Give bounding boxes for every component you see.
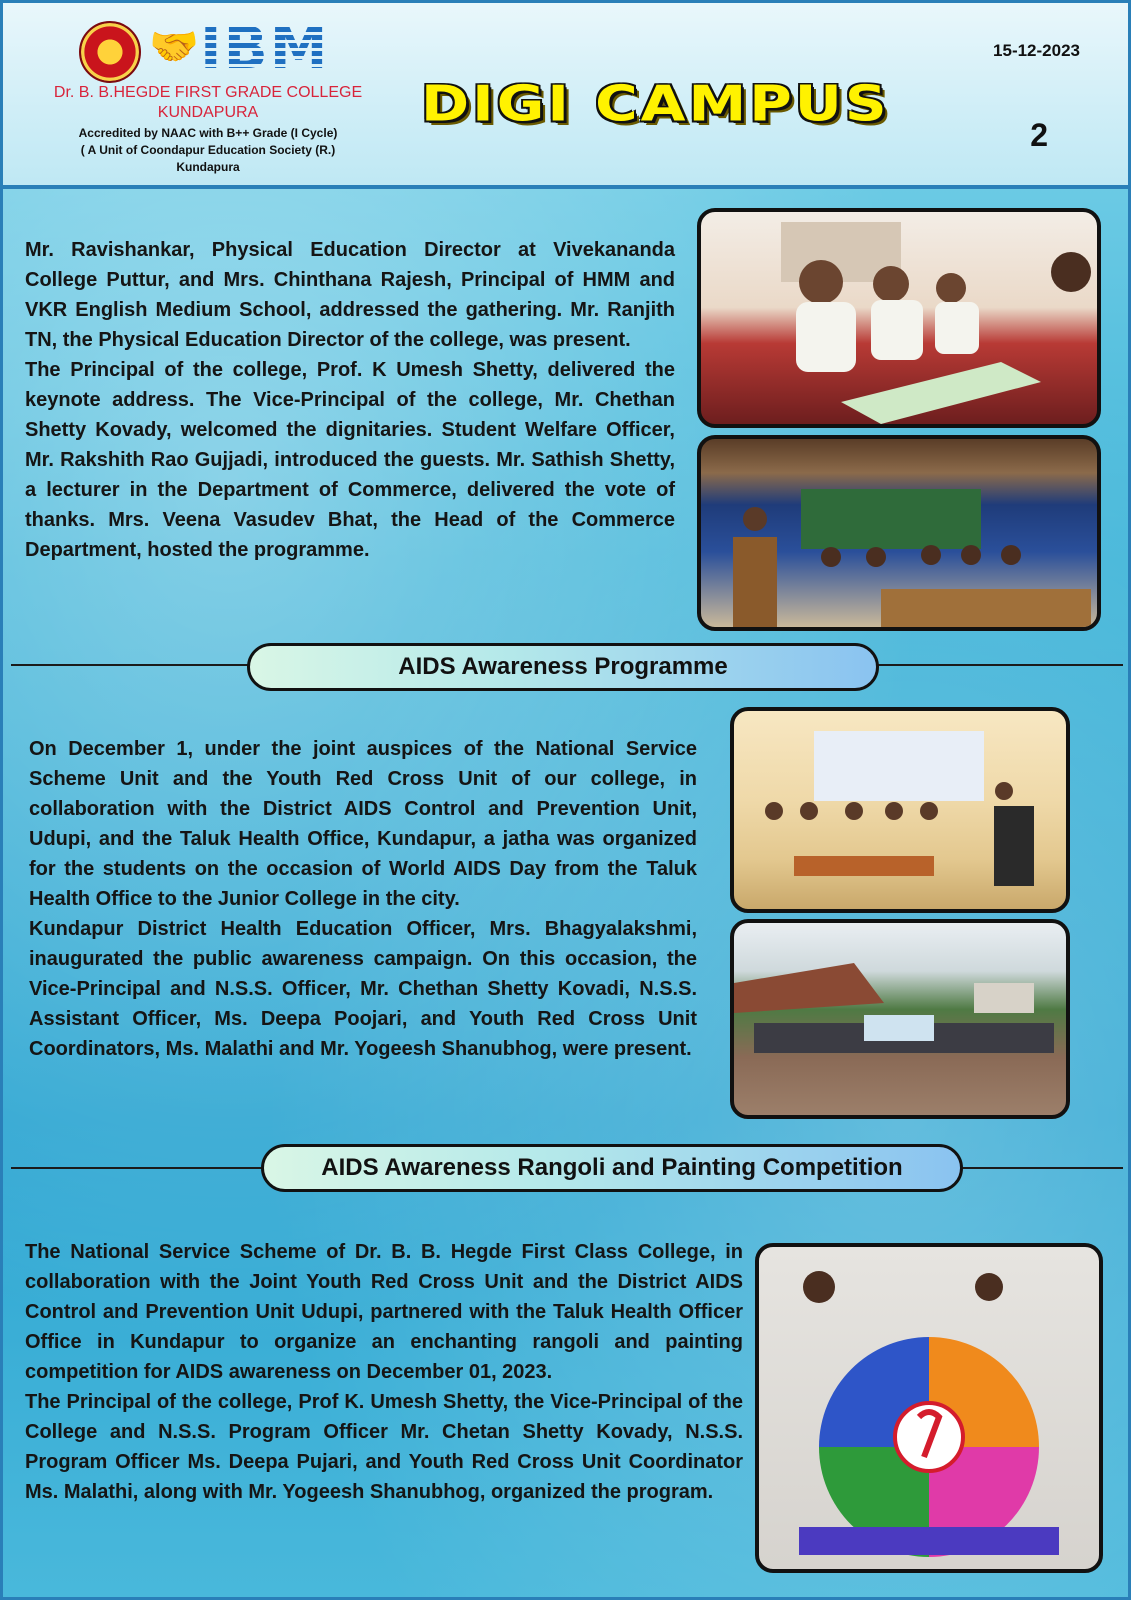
rangoli-graphic [759, 1247, 1099, 1569]
unit-line: ( A Unit of Coondapur Education Society (R.) [80, 143, 336, 157]
chess-scene-graphic [701, 212, 1097, 424]
awareness-stage-photo [730, 707, 1070, 913]
awareness-stage-graphic [734, 711, 1066, 909]
section1-text [25, 235, 675, 565]
college-city: KUNDAPURA [157, 104, 259, 121]
issue-date: 15-12-2023 [993, 41, 1080, 60]
unit-city: Kundapura [176, 160, 240, 174]
college-name-block [33, 83, 383, 123]
section2-text [29, 734, 697, 1064]
dignitaries-stage-photo [697, 435, 1101, 631]
college-name: Dr. B. B.HEGDE FIRST GRADE COLLEGE [53, 84, 363, 101]
section3-title: AIDS Awareness Rangoli and Painting Competition [261, 1144, 963, 1192]
section1-paragraph-1: Mr. Ravishankar, Physical Education Director at Vivekananda College Puttur, and Mrs. Chinthana Rajesh, Principal of HMM and VKR English Medium School, addressed the gathering. Mr. Ranjith TN, the Physical Education Director of the college, was present. [25, 239, 675, 351]
jatha-rally-photo [730, 919, 1070, 1119]
page-number: 2 [1030, 117, 1048, 153]
accreditation-block [33, 125, 383, 176]
section2-paragraph-1: On December 1, under the joint auspices of the National Service Scheme Unit and the Youth Red Cross Unit of our college, in collaboration with the District AIDS Control and Prevention Unit, Udupi, and the Taluk Health Office, Kundapur, a jatha was organized for the students on the occasion of World AIDS Day from the Taluk Health Office to the Junior College in the city. [29, 738, 697, 910]
section3-paragraph-1: The National Service Scheme of Dr. B. B. Hegde First Class College, in collaboration with the Joint Youth Red Cross Unit and the District AIDS Control and Prevention Unit Udupi, partnered with the Taluk Health Officer Office in Kundapur to organize an enchanting rangoli and painting competition for AIDS awareness on December 01, 2023. [25, 1241, 743, 1383]
section2-title: AIDS Awareness Programme [247, 643, 879, 691]
section2-paragraph-2: Kundapur District Health Education Officer, Mrs. Bhagyalakshmi, inaugurated the public awareness campaign. On this occasion, the Vice-Principal and N.S.S. Officer, Mr. Chethan Shetty Kovadi, N.S.S. Assistant Officer, Ms. Deepa Poojari, and Youth Red Cross Unit Coordinators, Ms. Malathi and Mr. Yogeesh Shanubhog, were present. [29, 918, 697, 1060]
jatha-rally-graphic [734, 923, 1066, 1115]
handshake-icon: 🤝 [149, 24, 199, 70]
college-seal-icon [79, 21, 141, 83]
section1-paragraph-2: The Principal of the college, Prof. K Umesh Shetty, delivered the keynote address. The Vice-Principal of the college, Mr. Chethan Shetty Kovady, welcomed the dignitaries. Student Welfare Officer, Mr. Rakshith Rao Gujjadi, introduced the guests. Mr. Sathish Shetty, a lecturer in the Department of Commerce, delivered the vote of thanks. Mrs. Veena Vasudev Bhat, the Head of the Commerce Department, hosted the programme. [25, 359, 675, 561]
section3-text [25, 1237, 743, 1507]
rangoli-photo [755, 1243, 1103, 1573]
page-header [3, 3, 1128, 189]
section3-paragraph-2: The Principal of the college, Prof K. Umesh Shetty, the Vice-Principal of the College and N.S.S. Program Officer Mr. Chetan Shetty Kovady, N.S.S. Program Officer Ms. Deepa Pujari, and Youth Red Cross Unit Coordinator Ms. Malathi, along with Mr. Yogeesh Shanubhog, organized the program. [25, 1391, 743, 1503]
ibm-logo: IBM [200, 14, 330, 82]
stage-scene-graphic [701, 439, 1097, 627]
chess-players-photo [697, 208, 1101, 428]
masthead-title: DIGI CAMPUS [421, 74, 890, 133]
accreditation-line: Accredited by NAAC with B++ Grade (I Cycle) [78, 126, 338, 140]
